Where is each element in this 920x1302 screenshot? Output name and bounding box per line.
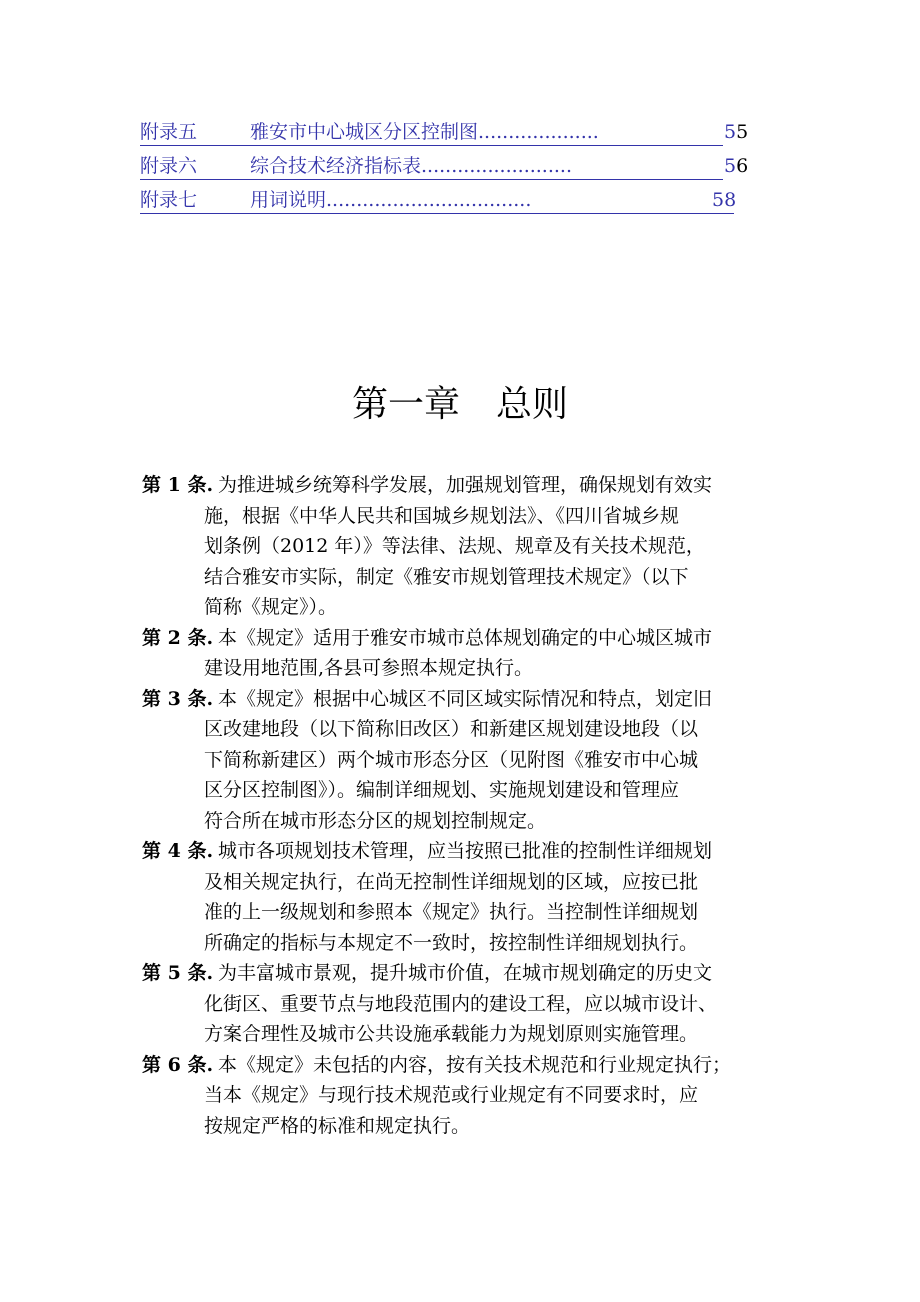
article-label: 第 1 条.	[142, 474, 214, 496]
toc-entry-appendix-6[interactable]	[140, 152, 780, 186]
toc-entry-underline	[140, 179, 723, 180]
article-line: 本《规定》根据中心城区不同区域实际情况和特点，划定旧	[218, 687, 713, 710]
toc-entry-page-number[interactable]	[724, 152, 748, 180]
toc-entry-label[interactable]: 附录七	[140, 189, 198, 211]
toc-entry-label[interactable]: 附录五	[140, 121, 198, 143]
toc-entry-title-text: 用词说明	[250, 189, 327, 211]
toc-entry-appendix-5[interactable]	[140, 118, 780, 152]
toc-entry-appendix-7[interactable]	[140, 186, 780, 220]
toc-entry-leader-dots: ....................	[478, 121, 599, 143]
article-line: 区改建地段（以下简称旧改区）和新建区规划建设地段（以	[204, 718, 699, 740]
article-line: 按规定严格的标准和规定执行。	[204, 1114, 471, 1137]
article-label: 第 3 条.	[142, 687, 214, 710]
article-line: 结合雅安市实际，制定《雅安市规划管理技术规定》（以下	[204, 565, 689, 588]
toc-entry-title[interactable]	[250, 118, 599, 146]
article-label: 第 6 条.	[142, 1053, 214, 1076]
article-1	[142, 470, 792, 623]
toc-entry-title[interactable]	[250, 152, 572, 180]
article-line: 建设用地范围,各县可参照本规定执行。	[204, 657, 534, 679]
article-line: 所确定的指标与本规定不一致时，按控制性详细规划执行。	[204, 931, 699, 954]
article-label: 第 5 条.	[142, 962, 214, 984]
toc-entry-title[interactable]	[250, 186, 531, 214]
article-line: 为丰富城市景观，提升城市价值，在城市规划确定的历史文	[218, 962, 713, 984]
toc-page-digit-2: 6	[736, 155, 749, 177]
toc-page-digit-1: 5	[724, 155, 737, 177]
article-line: 简称《规定》）。	[204, 596, 338, 618]
article-line: 为推进城乡统筹科学发展，加强规划管理，确保规划有效实	[218, 474, 713, 496]
article-5	[142, 958, 792, 1050]
article-label: 第 4 条.	[142, 840, 214, 862]
article-line: 施，根据《中华人民共和国城乡规划法》、《四川省城乡规	[204, 504, 680, 527]
article-line: 准的上一级规划和参照本《规定》执行。当控制性详细规划	[204, 901, 699, 923]
table-of-contents	[140, 118, 780, 220]
toc-page-digit-2: 5	[736, 121, 749, 143]
toc-entry-page-number[interactable]	[724, 118, 748, 146]
toc-page-digit-1: 58	[712, 189, 737, 211]
toc-page-digit-1: 5	[724, 121, 737, 143]
toc-entry-underline	[140, 145, 723, 146]
article-label: 第 2 条.	[142, 626, 214, 649]
toc-entry-leader-dots: .........................	[421, 155, 573, 177]
toc-entry-label[interactable]: 附录六	[140, 155, 198, 177]
article-list	[142, 470, 792, 1141]
article-3	[142, 684, 792, 837]
chapter-number: 第一章	[351, 384, 460, 425]
toc-entry-title-text: 综合技术经济指标表	[250, 155, 422, 177]
article-line: 本《规定》适用于雅安市城市总体规划确定的中心城区城市	[218, 626, 713, 649]
article-line: 化街区、重要节点与地段范围内的建设工程，应以城市设计、	[204, 992, 718, 1015]
article-line: 区分区控制图》）。编制详细规划、实施规划建设和管理应	[204, 779, 680, 801]
article-line: 下简称新建区）两个城市形态分区（见附图《雅安市中心城	[204, 748, 699, 771]
article-4	[142, 836, 792, 958]
toc-entry-title-text: 雅安市中心城区分区控制图	[250, 121, 479, 143]
article-6	[142, 1050, 792, 1142]
article-line: 及相关规定执行，在尚无控制性详细规划的区域，应按已批	[204, 870, 699, 893]
article-line: 划条例（2012 年）》等法律、法规、规章及有关技术规范，	[204, 535, 705, 557]
article-2	[142, 623, 792, 684]
toc-entry-page-number[interactable]	[712, 186, 736, 214]
chapter-title: 总则	[496, 384, 569, 425]
toc-entry-underline	[140, 213, 734, 214]
article-line: 符合所在城市形态分区的规划控制规定。	[204, 809, 547, 832]
toc-entry-leader-dots: ..................................	[326, 189, 532, 211]
chapter-heading	[0, 380, 920, 430]
article-line: 城市各项规划技术管理，应当按照已批准的控制性详细规划	[218, 840, 713, 862]
article-line: 本《规定》未包括的内容，按有关技术规范和行业规定执行；	[218, 1053, 732, 1076]
article-line: 方案合理性及城市公共设施承载能力为规划原则实施管理。	[204, 1023, 699, 1045]
article-line: 当本《规定》与现行技术规范或行业规定有不同要求时，应	[204, 1084, 699, 1106]
